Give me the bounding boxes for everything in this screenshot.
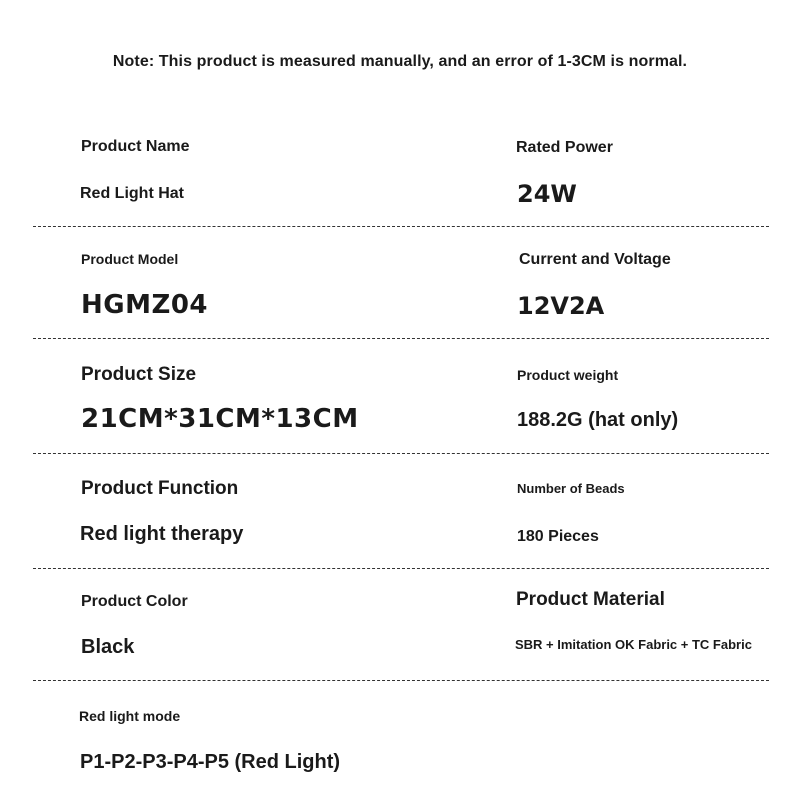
current-voltage-value: 12V2A	[517, 292, 605, 320]
product-model-label: Product Model	[81, 251, 179, 267]
number-of-beads-value: 180 Pieces	[517, 528, 599, 545]
red-light-mode-label: Red light mode	[79, 708, 181, 724]
product-size-value: 21CM*31CM*13CM	[81, 404, 359, 434]
product-size-label: Product Size	[81, 364, 197, 385]
product-name-value: Red Light Hat	[80, 185, 184, 202]
row-divider	[33, 568, 769, 569]
row-divider	[33, 453, 769, 454]
number-of-beads-label: Number of Beads	[517, 481, 625, 496]
row-divider	[33, 680, 769, 681]
product-material-label: Product Material	[516, 589, 665, 610]
row-divider	[33, 226, 769, 227]
product-function-label: Product Function	[81, 478, 239, 499]
rated-power-value: 24W	[517, 180, 577, 208]
product-function-value: Red light therapy	[80, 523, 244, 545]
red-light-mode-value: P1-P2-P3-P4-P5 (Red Light)	[80, 751, 341, 773]
product-material-value: SBR + Imitation OK Fabric + TC Fabric	[515, 637, 752, 652]
product-weight-value: 188.2G (hat only)	[517, 409, 679, 431]
rated-power-label: Rated Power	[516, 139, 613, 156]
row-divider	[33, 338, 769, 339]
product-color-value: Black	[81, 636, 135, 658]
product-name-label: Product Name	[81, 138, 190, 155]
product-weight-label: Product weight	[517, 367, 619, 383]
product-model-value: HGMZ04	[81, 290, 209, 320]
current-voltage-label: Current and Voltage	[519, 251, 671, 268]
product-color-label: Product Color	[81, 593, 188, 610]
measurement-note: Note: This product is measured manually, and an error of 1-3CM is normal.	[112, 53, 688, 70]
